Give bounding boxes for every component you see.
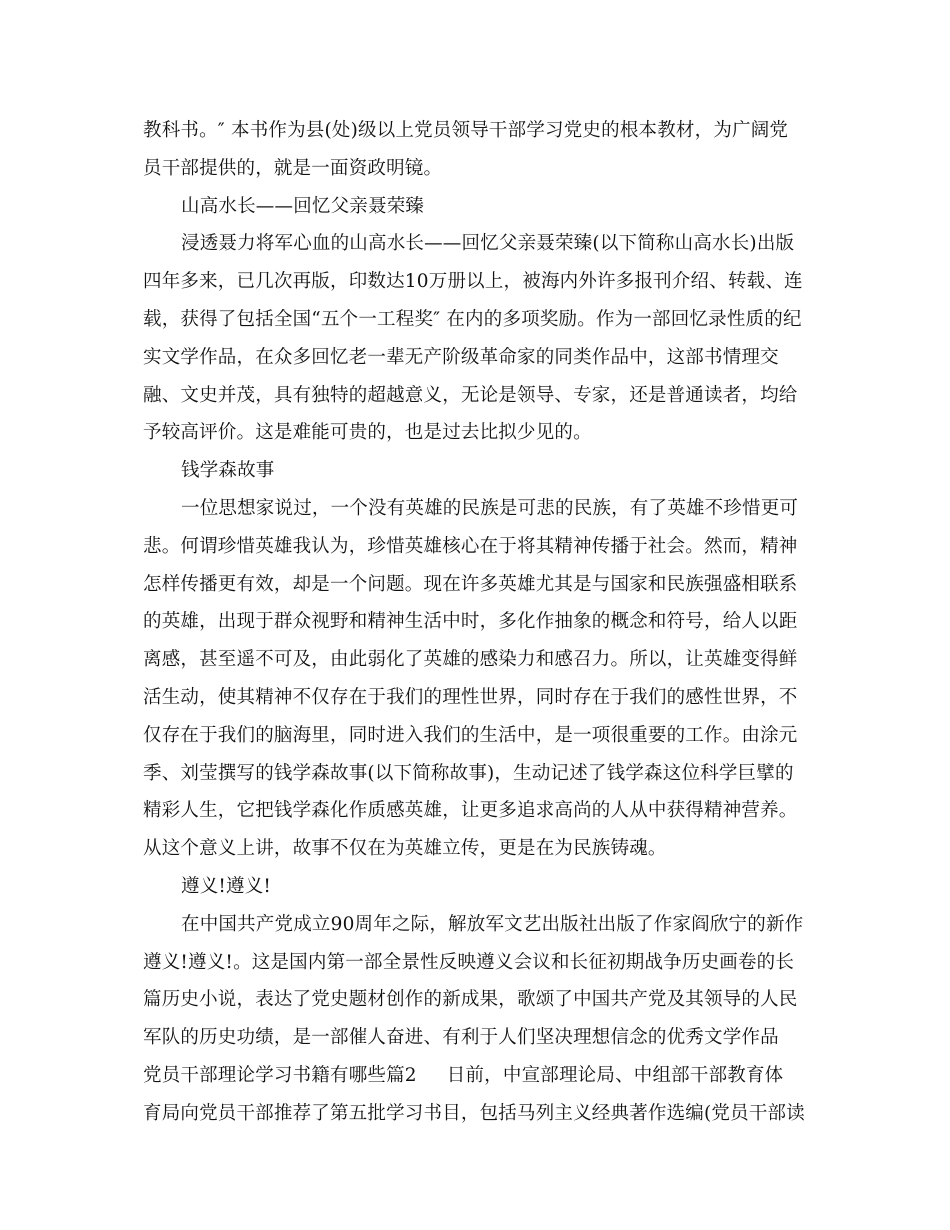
document-body	[143, 112, 808, 1133]
paragraph-first-line: 一位思想家说过，一个没有英雄的民族是可悲的民族，有了英雄不珍惜更可	[181, 497, 799, 519]
text-line: 载，获得了包括全国“五个一工程奖″ 在内的多项奖励。作为一部回忆录性质的纪	[143, 308, 802, 330]
section-heading: 钱学森故事	[181, 460, 275, 482]
text-line: 悲。何谓珍惜英雄我认为，珍惜英雄核心在于将其精神传播于社会。然而，精神	[143, 535, 798, 557]
text-line: 的英雄，出现于群众视野和精神生活中时，多化作抽象的概念和符号，给人以距	[143, 611, 798, 633]
paragraph-first-line: 在中国共产党成立90周年之际，解放军文艺出版社出版了作家阎欣宁的新作	[181, 913, 804, 935]
text-line: 离感，甚至遥不可及，由此弱化了英雄的感染力和感召力。所以，让英雄变得鲜	[143, 649, 798, 671]
text-line: 予较高评价。这是难能可贵的，也是过去比拟少见的。	[143, 422, 592, 444]
text-line: 活生动，使其精神不仅存在于我们的理性世界，同时存在于我们的感性世界，不	[143, 686, 798, 708]
text-line: 季、刘莹撰写的钱学森故事(以下简称故事)，生动记述了钱学森这位科学巨擘的	[143, 762, 794, 784]
section-heading: 遵义!遵义!	[181, 875, 272, 897]
text-line: 仅存在于我们的脑海里，同时进入我们的生活中，是一项很重要的工作。由涂元	[143, 724, 798, 746]
text-line: 员干部提供的，就是一面资政明镜。	[143, 157, 443, 179]
text-line: 篇历史小说，表达了党史题材创作的新成果，歌颂了中国共产党及其领导的人民	[143, 989, 798, 1011]
text-line: 实文学作品，在众多回忆老一辈无产阶级革命家的同类作品中，这部书情理交	[143, 346, 779, 368]
section-heading: 山高水长——回忆父亲聂荣臻	[181, 195, 425, 217]
paragraph-start-fragment: 日前，中宣部理论局、中组部干部教育体	[446, 1064, 784, 1086]
text-line: 遵义!遵义!。这是国内第一部全景性反映遵义会议和长征初期战争历史画卷的长	[143, 951, 795, 973]
chapter-title-fragment: 党员干部理论学习书籍有哪些篇2	[143, 1064, 417, 1086]
paragraph-first-line: 浸透聂力将军心血的山高水长——回忆父亲聂荣臻(以下简称山高水长)出版	[181, 233, 795, 255]
text-line: 精彩人生，它把钱学森化作质感英雄，让更多追求高尚的人从中获得精神营养。	[143, 800, 798, 822]
text-line-with-gap	[143, 1057, 808, 1095]
text-line: 育局向党员干部推荐了第五批学习书目，包括马列主义经典著作选编(党员干部读	[143, 1102, 805, 1124]
text-line: 军队的历史功绩，是一部催人奋进、有利于人们坚决理想信念的优秀文学作品	[143, 1027, 779, 1049]
text-line: 怎样传播更有效，却是一个问题。现在许多英雄尤其是与国家和民族强盛相联系	[143, 573, 798, 595]
text-line: 从这个意义上讲，故事不仅在为英雄立传，更是在为民族铸魂。	[143, 838, 667, 860]
text-line: 四年多来，已几次再版，印数达10万册以上，被海内外许多报刊介绍、转载、连	[143, 271, 803, 293]
text-line: 融、文史并茂，具有独特的超越意义，无论是领导、专家，还是普通读者，均给	[143, 384, 798, 406]
text-line: 教科书。″ 本书作为县(处)级以上党员领导干部学习党史的根本教材，为广阔党	[143, 120, 789, 141]
